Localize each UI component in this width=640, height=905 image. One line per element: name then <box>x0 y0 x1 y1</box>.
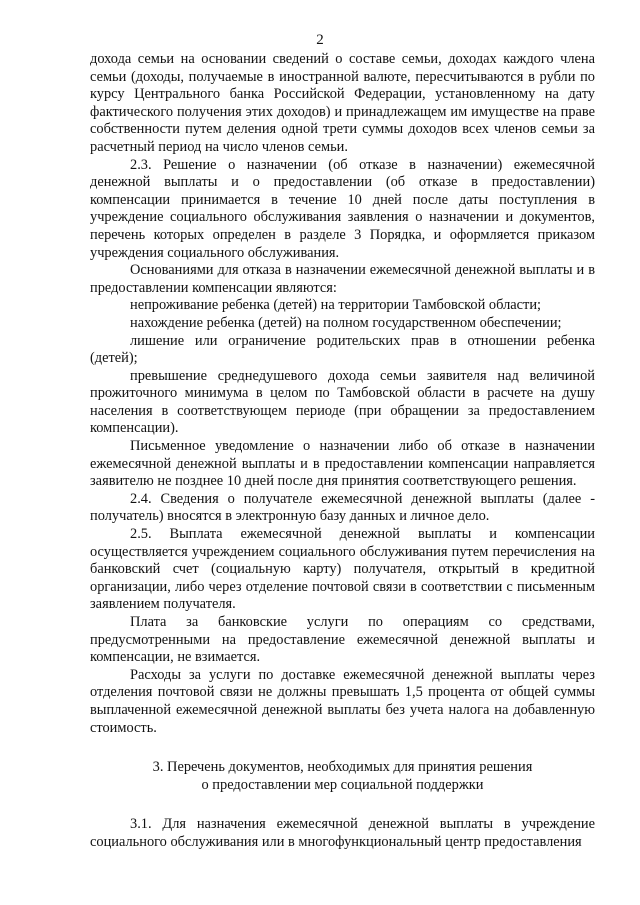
paragraph-bank-fees: Плата за банковские услуги по операциям со средствами, предусмотренными на предоставление ежемесячной денежной выплаты и компенсации, не взимается. <box>90 614 595 666</box>
section-heading-line-1: 3. Перечень документов, необходимых для принятия решения <box>152 759 533 776</box>
paragraph-delivery-costs: Расходы за услуги по доставке ежемесячной денежной выплаты через отделения почтовой связи не должны превышать 1,5 процента от общей суммы выплаченной ежемесячной денежной выплаты без учета налога на добавленную стоимость. <box>90 666 595 736</box>
paragraph-income-calculation: дохода семьи на основании сведений о составе семьи, доходах каждого члена семьи (доходы, получаемые в иностранной валюте, пересчитываются в рубли по курсу Центрального банка Российской Федерации, установленному на дату фактического получения этих доходов) и принадлежащем им имуществе на праве собственности путем деления одной трети суммы доходов всех членов семьи за расчетный период на число членов семьи. <box>90 51 595 155</box>
refusal-ground-state-support: нахождение ребенка (детей) на полном государственном обеспечении; <box>130 314 562 331</box>
section-heading-line-2: о предоставлении мер социальной поддержки <box>201 776 484 793</box>
paragraph-written-notice: Письменное уведомление о назначении либо об отказе в назначении ежемесячной денежной выплаты и в предоставлении компенсации направляется заявителю не позднее 10 дней после дня принятия соответствующего решения. <box>90 438 595 490</box>
section-heading <box>90 759 595 794</box>
refusal-ground-parental-rights: лишение или ограничение родительских прав в отношении ребенка (детей); <box>90 332 595 367</box>
paragraph-refusal-grounds-intro: Основаниями для отказа в назначении ежемесячной денежной выплаты и в предоставлении компенсации являются: <box>90 262 595 296</box>
page-number: 2 <box>316 32 324 48</box>
paragraph-2-3: 2.3. Решение о назначении (об отказе в назначении) ежемесячной денежной выплаты и о предоставлении (об отказе в предоставлении) компенсации принимается в течение 10 дней после даты поступления в учреждение социального обслуживания заявления о назначении и документов, перечень которых определен в разделе 3 Порядка, и оформляется приказом учреждения социального обслуживания. <box>90 156 595 261</box>
paragraph-3-1: 3.1. Для назначения ежемесячной денежной выплаты в учреждение социального обслуживания или в многофункциональный центр предоставления <box>90 816 595 850</box>
document-body <box>90 51 595 852</box>
paragraph-2-5: 2.5. Выплата ежемесячной денежной выплаты и компенсации осуществляется учреждением социального обслуживания путем перечисления на банковский счет (социальную карту) получателя, открытый в кредитной организации, либо через отделение почтовой связи в соответствии с письменным заявлением получателя. <box>90 526 595 613</box>
refusal-ground-residence: непроживание ребенка (детей) на территории Тамбовской области; <box>130 297 542 314</box>
refusal-ground-income: превышение среднедушевого дохода семьи заявителя над величиной прожиточного минимума в целом по Тамбовской области в расчете на душу населения в соответствующем периоде (при обращении за предоставлением компенсации). <box>90 367 595 437</box>
paragraph-2-4: 2.4. Сведения о получателе ежемесячной денежной выплаты (далее - получатель) вносятся в электронную базу данных и личное дело. <box>90 490 595 525</box>
